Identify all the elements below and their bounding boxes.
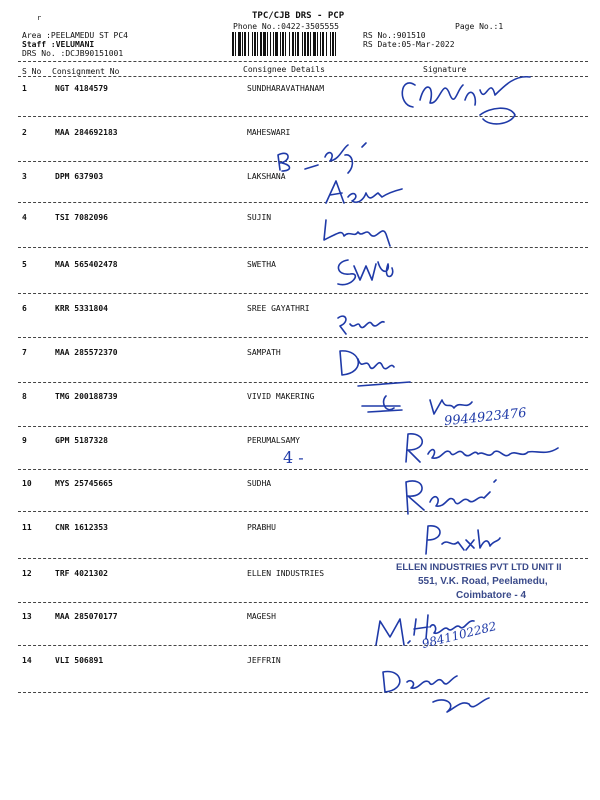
signature-7 (330, 345, 400, 380)
table-row (0, 523, 600, 539)
signature-2 (270, 135, 390, 175)
col-header-consignee: Consignee Details (243, 65, 325, 74)
company-stamp-line3: Coimbatore - 4 (456, 590, 527, 601)
row-consignment: CNR 1612353 (55, 523, 108, 532)
row-consignee: SREE GAYATHRI (247, 304, 310, 313)
row-consignee: ELLEN INDUSTRIES (247, 569, 325, 578)
row-consignment: TRF 4021302 (55, 569, 108, 578)
signature-13 (370, 605, 490, 650)
row-divider (18, 337, 588, 338)
row-consignee: MAHESWARI (247, 128, 291, 137)
row-consignment: VLI 506891 (55, 656, 104, 665)
company-stamp-line1: ELLEN INDUSTRIES PVT LTD UNIT II (396, 562, 562, 573)
rs-number: RS No.:901510 (363, 31, 426, 40)
row-sno: 2 (22, 128, 27, 137)
row-consignment: MAA 284692183 (55, 128, 118, 137)
row-divider (18, 645, 588, 646)
signature-10 (398, 470, 508, 520)
row-sno: 1 (22, 84, 27, 93)
phone-number: Phone No.:0422-3505555 (233, 22, 339, 31)
row-consignee: JEFFRIN (247, 656, 281, 665)
signature-8 (350, 380, 530, 425)
row-consignment: MAA 285070177 (55, 612, 118, 621)
row-consignee: SWETHA (247, 260, 276, 269)
row-sno: 9 (22, 436, 27, 445)
barcode (231, 32, 357, 56)
row-consignee: PERUMALSAMY (247, 436, 300, 445)
row-sno: 14 (22, 656, 32, 665)
col-header-sno: S No (22, 67, 42, 76)
signature-9 (398, 428, 573, 468)
row-sno: 12 (22, 569, 32, 578)
row-sno: 10 (22, 479, 32, 488)
row-consignment: NGT 4184579 (55, 84, 108, 93)
row-consignee: SAMPATH (247, 348, 281, 357)
row-consignee: SUDHA (247, 479, 272, 488)
row-consignment: KRR 5331804 (55, 304, 108, 313)
row-consignee: SUJIN (247, 213, 272, 222)
row-consignee: MAGESH (247, 612, 276, 621)
handwritten-phone: 9841102282 (420, 618, 498, 652)
table-row (0, 304, 600, 320)
row-sno: 6 (22, 304, 27, 313)
row-consignment: MAA 565402478 (55, 260, 118, 269)
rs-date: RS Date:05-Mar-2022 (363, 40, 455, 49)
signature-1 (395, 55, 545, 130)
page-title: TPC/CJB DRS - PCP (252, 11, 345, 21)
col-header-consignment: Consignment No (52, 67, 120, 76)
table-row (0, 260, 600, 276)
row-consignee: VIVID MAKERING (247, 392, 315, 401)
signature-4 (320, 212, 400, 247)
table-row (0, 213, 600, 229)
row-consignee: PRABHU (247, 523, 276, 532)
signature-11 (418, 520, 508, 560)
row-consignment: DPM 637903 (55, 172, 104, 181)
signature-6 (330, 308, 390, 338)
signature-14 (373, 660, 503, 720)
col-header-signature: Signature (423, 65, 467, 74)
row-divider (18, 247, 588, 248)
row-sno: 7 (22, 348, 27, 357)
handwritten-phone: 9944923476 (443, 405, 528, 430)
table-row (0, 612, 600, 628)
signature-3 (318, 175, 408, 210)
row-divider (18, 602, 588, 603)
area-label: Area :PEELAMEDU ST PC4 (22, 31, 128, 40)
row-consignment: GPM 5187328 (55, 436, 108, 445)
staff-label: Staff :VELUMANI (22, 40, 95, 49)
corner-mark: r (37, 14, 42, 22)
row-consignment: TMG 200188739 (55, 392, 118, 401)
drs-number: DRS No. :DCJB90151001 (22, 49, 124, 58)
row-consignment: TSI 7082096 (55, 213, 108, 222)
row-consignee: SUNDHARAVATHANAM (247, 84, 325, 93)
company-stamp-line2: 551, V.K. Road, Peelamedu, (418, 576, 548, 587)
row-divider (18, 293, 588, 294)
row-sno: 8 (22, 392, 27, 401)
table-row (0, 479, 600, 495)
row-sno: 3 (22, 172, 27, 181)
row-sno: 11 (22, 523, 32, 532)
table-row (0, 656, 600, 672)
handwritten-note: 4 - (283, 448, 304, 467)
signature-5 (330, 252, 400, 292)
table-row (0, 348, 600, 364)
page-number: Page No.:1 (455, 22, 504, 31)
row-consignee: LAKSHANA (247, 172, 286, 181)
row-sno: 5 (22, 260, 27, 269)
row-consignment: MYS 25745665 (55, 479, 113, 488)
row-consignment: MAA 285572370 (55, 348, 118, 357)
row-divider (18, 202, 588, 203)
row-sno: 13 (22, 612, 32, 621)
row-sno: 4 (22, 213, 27, 222)
row-divider (18, 426, 588, 427)
